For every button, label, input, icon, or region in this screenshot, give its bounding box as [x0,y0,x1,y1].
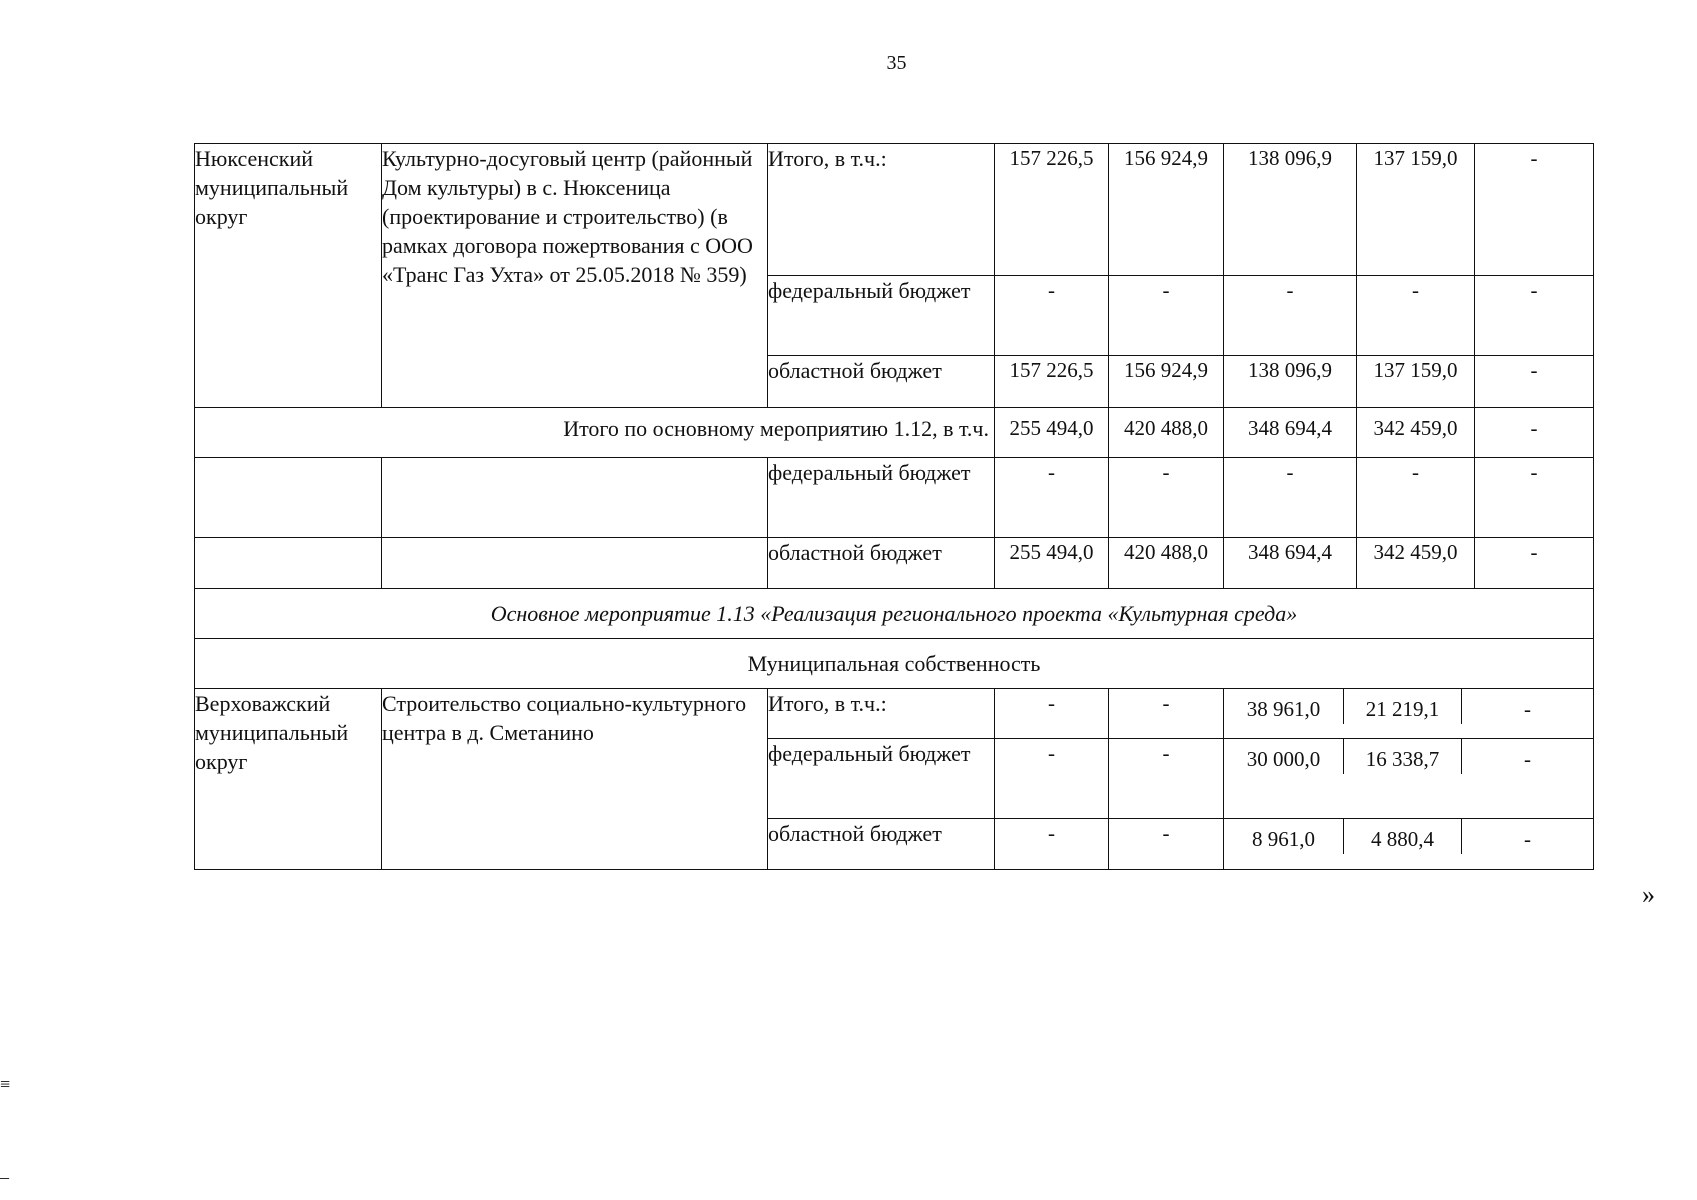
value-cell: 348 694,4 [1224,408,1357,458]
value-cell: - [1109,689,1224,739]
source-cell: Итого, в т.ч.: [768,689,995,739]
margin-mark: – [0,1167,9,1187]
value-cell: - [1475,408,1594,458]
source-cell: областной бюджет [768,538,995,589]
value-cell: - [1109,739,1224,819]
value-cell: 156 924,9 [1109,144,1224,276]
empty-cell [195,538,382,589]
value-cell: - [1224,276,1357,356]
value-cell: 157 226,5 [995,356,1109,408]
object-cell: Строительство социально-культурного центра в д. Сметанино [382,689,768,870]
source-cell: областной бюджет [768,819,995,870]
split-cell [1224,689,1594,739]
split-cell [1224,739,1594,819]
summary-label: Итого по основному мероприятию 1.12, в т.ч. [195,408,995,458]
section-subtitle: Муниципальная собственность [195,639,1594,689]
empty-cell [382,538,768,589]
split-cell [1224,819,1594,870]
table-row [195,538,1594,589]
empty-cell [382,458,768,538]
value-cell: - [1475,538,1594,589]
value-cell: 38 961,0 [1224,689,1344,724]
value-cell: - [1524,697,1531,721]
value-cell: 30 000,0 [1224,739,1344,774]
value-cell: 255 494,0 [995,408,1109,458]
value-cell: 420 488,0 [1109,538,1224,589]
table-row [195,144,1594,276]
district-cell: Верховажский муниципальный округ [195,689,382,870]
value-cell: 21 219,1 [1344,689,1462,724]
value-cell: 8 961,0 [1224,819,1344,854]
value-cell: 4 880,4 [1344,819,1462,854]
value-cell: 16 338,7 [1344,739,1462,774]
value-cell: 156 924,9 [1109,356,1224,408]
section-title-row [195,589,1594,639]
value-cell: - [995,276,1109,356]
value-cell: - [1109,458,1224,538]
value-cell: 157 226,5 [995,144,1109,276]
closing-quote: » [1642,880,1655,909]
value-cell: - [995,739,1109,819]
value-cell: 342 459,0 [1357,408,1475,458]
object-cell: Культурно-досуговый центр (районный Дом культуры) в с. Нюксеница (проектирование и строительство) (в рамках договора пожертвования с ООО «Транс Газ Ухта» от 25.05.2018 № 359) [382,144,768,408]
value-cell: - [1224,458,1357,538]
value-cell: - [1475,144,1594,276]
table-row [195,458,1594,538]
value-cell: - [995,689,1109,739]
value-cell: 137 159,0 [1357,356,1475,408]
value-cell: - [1357,458,1475,538]
page-number: 35 [886,52,907,74]
value-cell: - [1524,827,1531,851]
source-cell: федеральный бюджет [768,458,995,538]
value-cell: 348 694,4 [1224,538,1357,589]
empty-cell [195,458,382,538]
source-cell: областной бюджет [768,356,995,408]
section-subtitle-row [195,639,1594,689]
margin-mark: ≡ [0,1074,11,1094]
source-cell: Итого, в т.ч.: [768,144,995,276]
value-cell: 137 159,0 [1357,144,1475,276]
value-cell: 420 488,0 [1109,408,1224,458]
source-cell: федеральный бюджет [768,739,995,819]
value-cell: 138 096,9 [1224,144,1357,276]
table-row [195,689,1594,739]
value-cell: - [995,458,1109,538]
value-cell: - [1109,276,1224,356]
value-cell: - [1475,276,1594,356]
value-cell: 255 494,0 [995,538,1109,589]
value-cell: 342 459,0 [1357,538,1475,589]
value-cell: - [1109,819,1224,870]
value-cell: - [1357,276,1475,356]
budget-table [194,143,1594,870]
value-cell: - [995,819,1109,870]
district-cell: Нюксенский муниципальный округ [195,144,382,408]
value-cell: - [1475,458,1594,538]
value-cell: 138 096,9 [1224,356,1357,408]
summary-row [195,408,1594,458]
value-cell: - [1524,747,1531,771]
section-title: Основное мероприятие 1.13 «Реализация регионального проекта «Культурная среда» [195,589,1594,639]
source-cell: федеральный бюджет [768,276,995,356]
value-cell: - [1475,356,1594,408]
